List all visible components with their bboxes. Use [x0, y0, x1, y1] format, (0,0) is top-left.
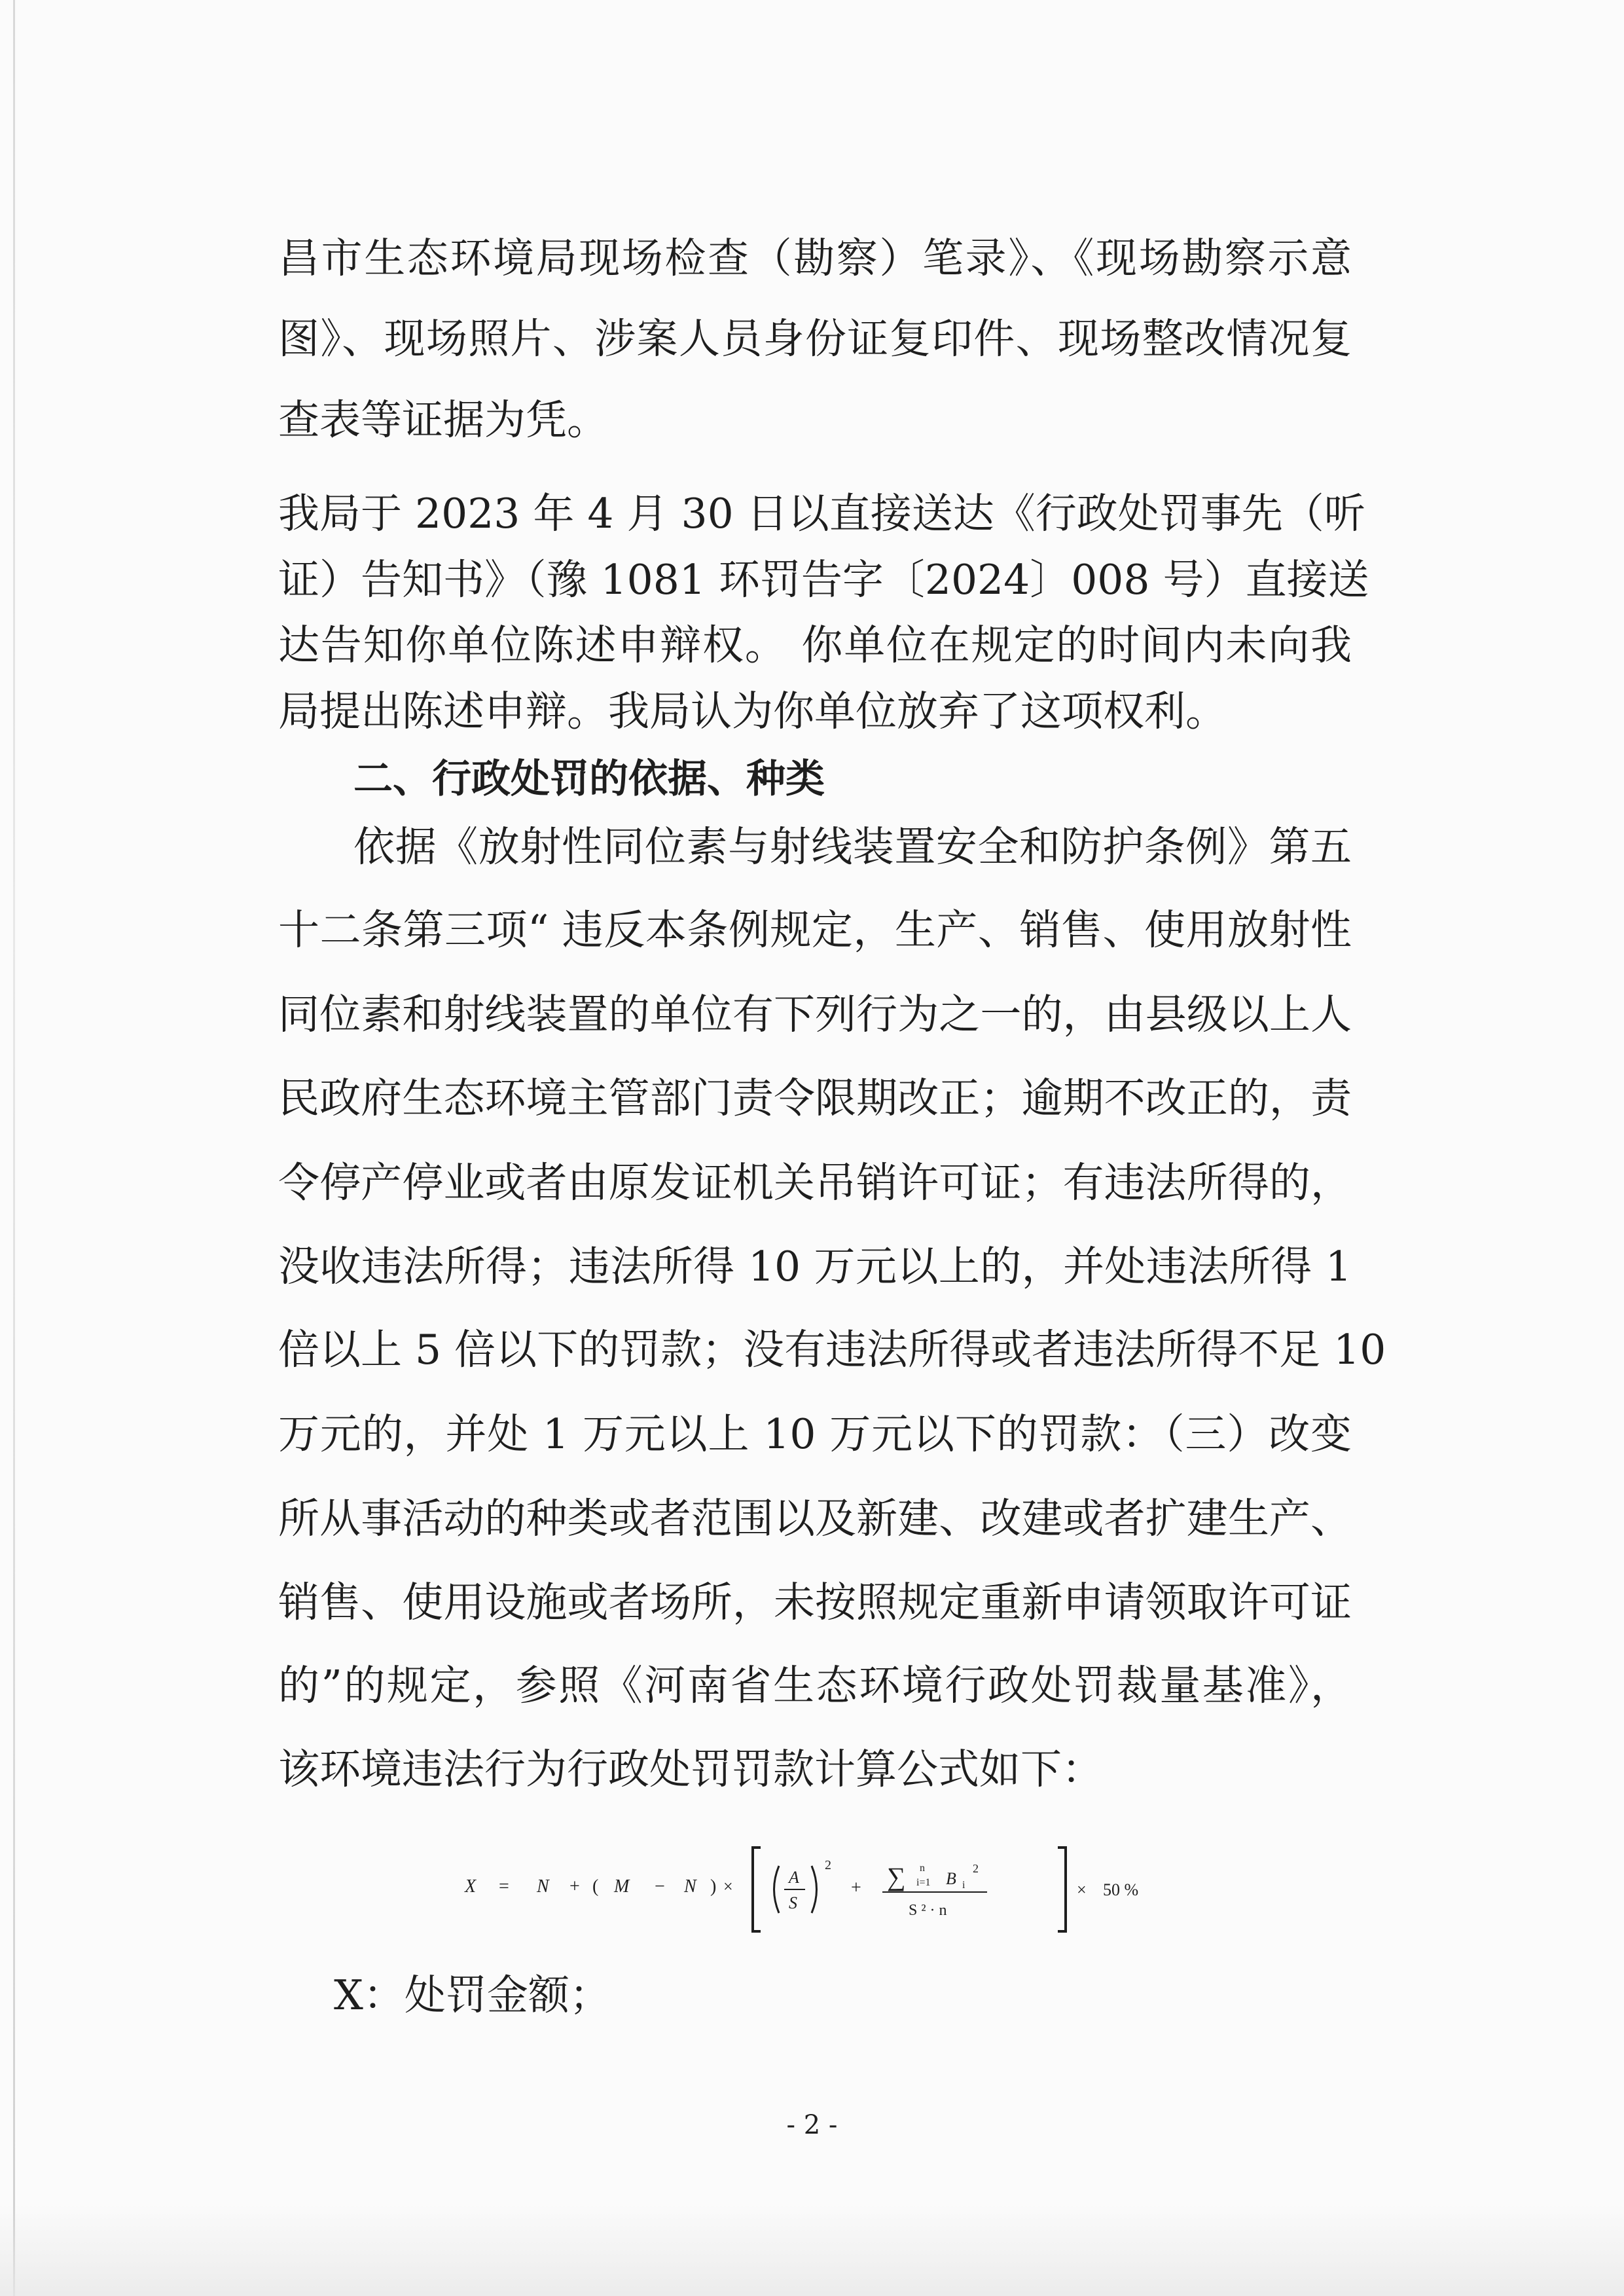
formula-times: × [723, 1877, 733, 1896]
paragraph-line: 证）告知书》（豫 1081 环罚告字〔2024〕008 号）直接送 [278, 556, 1369, 604]
paragraph-line: 的”的规定，参照《河南省生态环境行政处罚裁量基准》， [278, 1662, 1352, 1709]
paragraph-line: 十二条第三项“ 违反本条例规定，生产、销售、使用放射性 [278, 906, 1352, 954]
formula-sigma: ∑ [887, 1862, 906, 1891]
page-number: - 2 - [786, 2110, 838, 2140]
formula-var-a: A [789, 1868, 799, 1887]
svg-text:): ) [710, 1876, 717, 1897]
paragraph-line: 查表等证据为凭。 [278, 396, 608, 444]
formula-sum-bottom: i=1 [916, 1877, 931, 1888]
page-edge [13, 0, 15, 2296]
formula-denominator: S ² · n [909, 1902, 947, 1919]
paragraph-line: 同位素和射线装置的单位有下列行为之一的，由县级以上人 [278, 991, 1352, 1038]
svg-text:(: ( [592, 1876, 599, 1897]
formula-sum-top: n [920, 1863, 925, 1874]
paragraph-line: 民政府生态环境主管部门责令限期改正；逾期不改正的，责 [278, 1074, 1352, 1122]
formula-minus: − [655, 1876, 665, 1897]
paragraph-line: 图》、现场照片、涉案人员身份证复印件、现场整改情况复 [278, 315, 1352, 363]
paragraph-line: 万元的，并处 1 万元以上 10 万元以下的罚款：（三）改变 [278, 1410, 1352, 1458]
formula-exponent: 2 [825, 1858, 831, 1872]
formula-percent: 50 % [1103, 1880, 1139, 1899]
definition-x: X：处罚金额； [334, 1971, 611, 2019]
formula-times: × [1077, 1880, 1087, 1899]
formula-var-b: B [946, 1869, 956, 1888]
section-heading: 二、行政处罚的依据、种类 [353, 756, 825, 802]
formula-plus: + [851, 1878, 861, 1898]
formula-var-x: X [465, 1876, 477, 1897]
paragraph-line: 倍以上 5 倍以下的罚款；没有违法所得或者违法所得不足 10 [278, 1326, 1386, 1374]
formula-sub-i: i [962, 1880, 965, 1891]
paragraph-line: 依据《放射性同位素与射线装置安全和防护条例》第五 [353, 823, 1352, 871]
scan-shadow [0, 2204, 1624, 2296]
penalty-formula [458, 1833, 1204, 1944]
formula-var-n: N [684, 1876, 696, 1897]
paragraph-line: 局提出陈述申辩。我局认为你单位放弃了这项权利。 [278, 687, 1227, 735]
paragraph-line: 达告知你单位陈述申辩权。 你单位在规定的时间内未向我 [278, 621, 1352, 669]
paragraph-line: 我局于 2023 年 4 月 30 日以直接送达《行政处罚事先（听 [278, 490, 1365, 538]
formula-var-n: N [537, 1876, 549, 1897]
formula-var-m: M [614, 1876, 630, 1897]
formula-exponent: 2 [973, 1862, 979, 1875]
paragraph-line: 令停产停业或者由原发证机关吊销许可证；有违法所得的， [278, 1159, 1352, 1207]
formula-plus: + [569, 1876, 580, 1897]
formula-equals: = [499, 1876, 509, 1897]
formula-var-s: S [789, 1893, 797, 1912]
paragraph-line: 该环境违法行为行政处罚罚款计算公式如下： [278, 1745, 1103, 1793]
paragraph-line: 没收违法所得；违法所得 10 万元以上的，并处违法所得 1 [278, 1243, 1352, 1290]
paragraph-line: 销售、使用设施或者场所，未按照规定重新申请领取许可证 [278, 1578, 1352, 1626]
paragraph-line: 昌市生态环境局现场检查（勘察）笔录》、《现场勘察示意 [278, 234, 1352, 282]
paragraph-line: 所从事活动的种类或者范围以及新建、改建或者扩建生产、 [278, 1495, 1352, 1542]
